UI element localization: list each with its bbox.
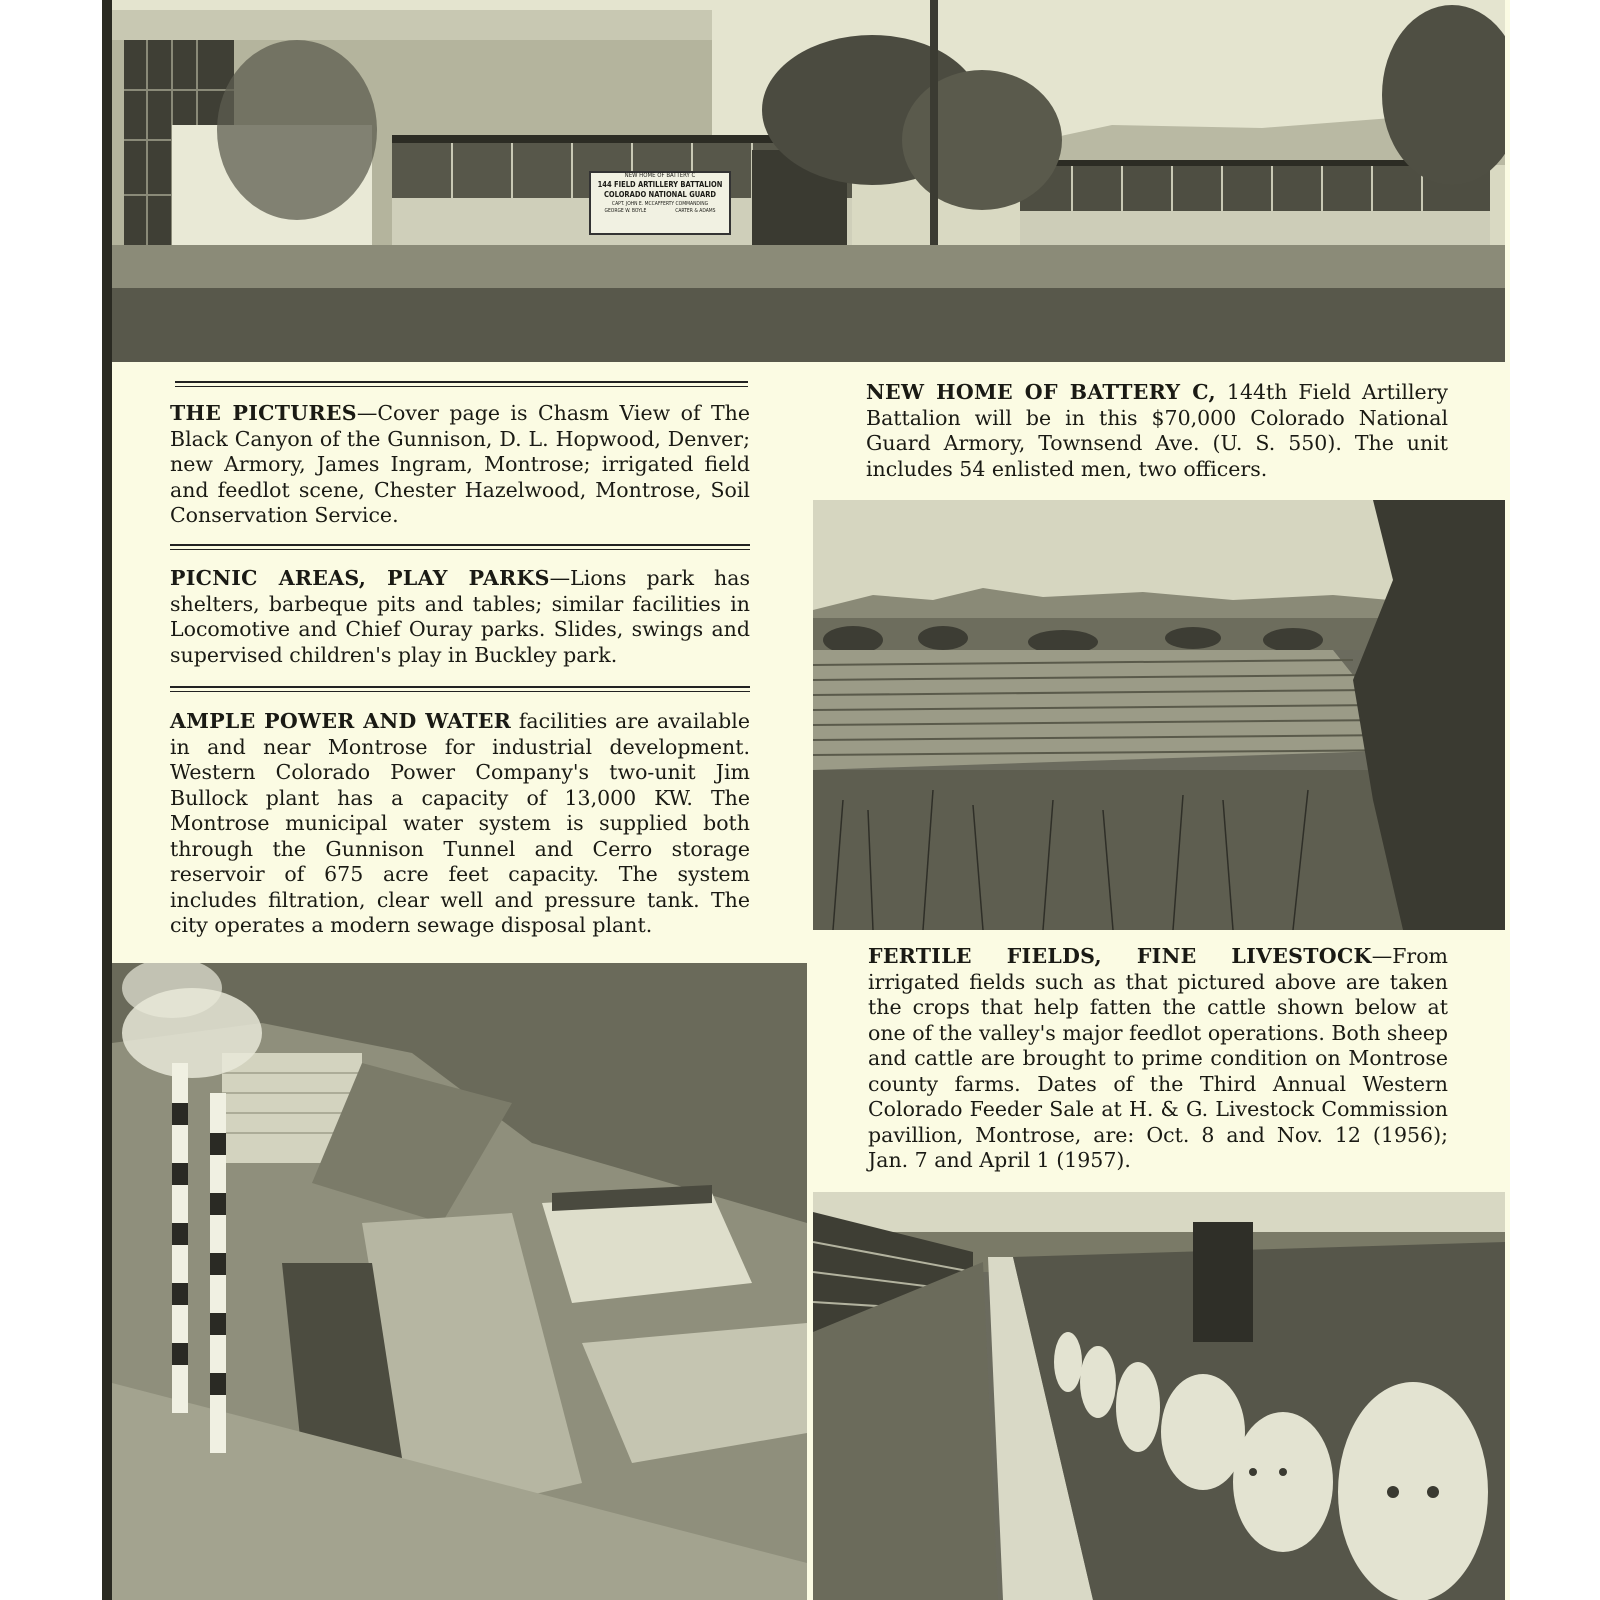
caption-text: —Lions park has shelters, barbeque pits and tables; similar facilities in Locomotive and Chief Ouray parks. Slides, swings and supervised children's play in Buckley park. <box>170 566 751 667</box>
armory-sign <box>590 172 730 234</box>
divider-rule-2 <box>170 544 750 550</box>
caption-battery-c <box>866 380 1448 482</box>
caption-heading: THE PICTURES <box>170 401 357 425</box>
sign-line-2: 144 FIELD ARTILLERY BATTALION <box>597 180 723 189</box>
page-edge-strip <box>102 0 112 1600</box>
caption-the-pictures <box>170 401 750 529</box>
caption-heading: AMPLE POWER AND WATER <box>170 709 512 733</box>
power-plant-photo <box>112 963 807 1600</box>
divider-rule-3 <box>170 686 750 692</box>
caption-text: facilities are available in and near Montrose for industrial development. Western Colorado Power Company's two-unit Jim Bullock plant has a capacity of 13,000 KW. The Montrose municipal water system is supplied both through the Gunnison Tunnel and Cerro storage reservoir of 675 acre feet capacity. The system includes filtration, clear well and pressure tank. The city operates a modern sewage disposal plant. <box>170 709 750 937</box>
irrigated-field-photo <box>813 500 1505 930</box>
caption-fertile-fields <box>868 944 1448 1174</box>
caption-ample-power <box>170 709 750 939</box>
feedlot-cattle-photo <box>813 1192 1505 1600</box>
sign-line-3: COLORADO NATIONAL GUARD <box>603 190 716 199</box>
caption-heading: NEW HOME OF BATTERY C, <box>866 380 1216 404</box>
sign-line-5: GEORGE W. BOYLE <box>604 208 647 214</box>
caption-text: 144th Field Artillery Battalion will be in this $70,000 Colorado National Guard Armory, Townsend Ave. (U. S. 550). The unit includes 54 enlisted men, two officers. <box>866 380 1449 481</box>
armory-photo <box>112 0 1505 362</box>
caption-heading: PICNIC AREAS, PLAY PARKS <box>170 566 550 590</box>
caption-text: —From irrigated fields such as that pictured above are taken the crops that help fatten the cattle shown below at one of the valley's major feedlot operations. Both sheep and cattle are brought to prime condition on Montrose county farms. Dates of the Third Annual Western Colorado Feeder Sale at H. & G. Livestock Commission pavillion, Montrose, are: Oct. 8 and Nov. 12 (1956); Jan. 7 and April 1 (1957). <box>868 944 1448 1172</box>
sign-line-1: NEW HOME OF BATTERY C <box>624 172 696 179</box>
sign-line-6: CARTER & ADAMS <box>675 208 716 214</box>
divider-rule-1 <box>175 381 748 387</box>
caption-picnic-areas <box>170 566 750 668</box>
caption-text: —Cover page is Chasm View of The Black Canyon of the Gunnison, D. L. Hopwood, Denver; new Armory, James Ingram, Montrose; irrigated field and feedlot scene, Chester Hazelwood, Montrose, Soil Conservation Service. <box>170 401 750 527</box>
caption-heading: FERTILE FIELDS, FINE LIVESTOCK <box>868 944 1372 968</box>
sign-line-4: CAPT. JOHN E. MCCAFFERTY COMMANDING <box>611 201 709 207</box>
